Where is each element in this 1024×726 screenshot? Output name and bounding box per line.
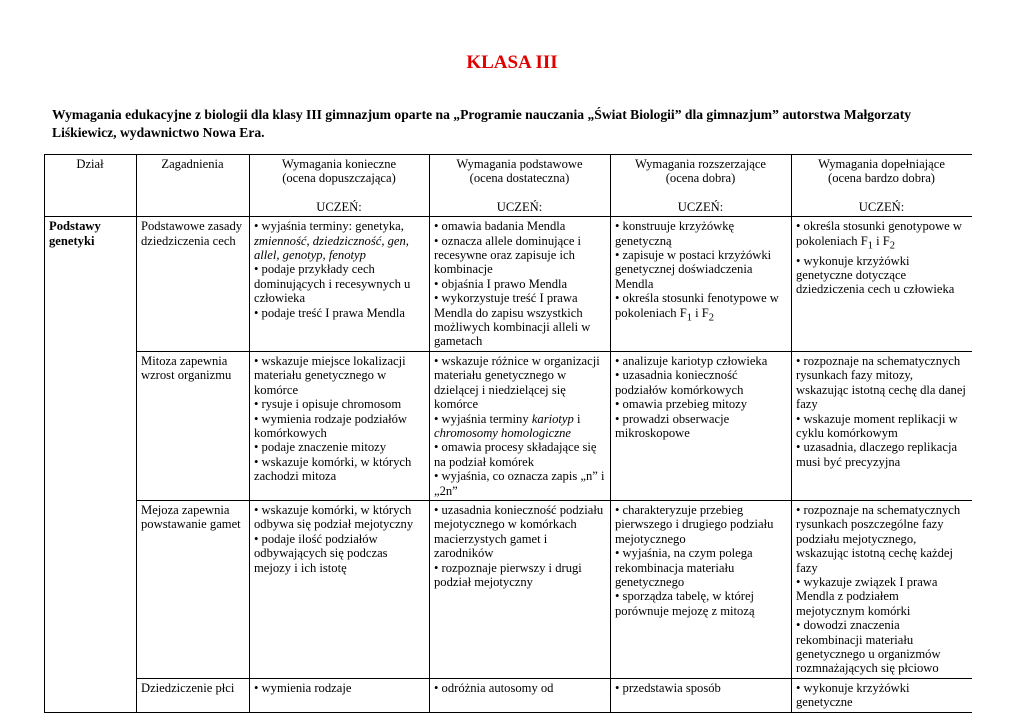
rozszerzajace-cell: • charakteryzuje przebieg pierwszego i drugiego podziału mejotycznego • wyjaśnia, na czym polega rekombinacja materiału genetycznego • sporządza tabelę, w której porównuje mejozę z mitozą — [611, 500, 792, 678]
page-title: KLASA III — [466, 52, 558, 73]
topic-cell: Mejoza zapewnia powstawanie gamet — [137, 500, 250, 678]
konieczne-cell: • wskazuje miejsce lokalizacji materiału genetycznego w komórce • rysuje i opisuje chromosom • wymienia rodzaje podziałów komórkowych • podaje znaczenie mitozy • wskazuje komórki, w których zachodzi mitoza — [250, 351, 430, 500]
konieczne-cell: • wymienia rodzaje — [250, 678, 430, 712]
header-podstawowe: Wymagania podstawowe (ocena dostateczna) UCZEŃ: — [430, 155, 611, 217]
table-header-row — [45, 155, 973, 217]
konieczne-cell: • wskazuje komórki, w których odbywa się podział mejotyczny • podaje ilość podziałów odbywających się podczas mejozy i ich istotę — [250, 500, 430, 678]
rozszerzajace-cell: • analizuje kariotyp człowieka • uzasadnia konieczność podziałów komórkowych • omawia przebieg mitozy • prowadzi obserwacje mikroskopowe — [611, 351, 792, 500]
dopelniajace-cell: • określa stosunki genotypowe w pokoleniach $F_1$ i $F_2$ • wykonuje krzyżówki genetyczne dotyczące dziedziczenia cech u człowieka — [792, 217, 973, 352]
podstawowe-cell: • wskazuje różnice w organizacji materiału genetycznego w dzielącej i niedzielącej się komórce • wyjaśnia terminy kariotyp i chromosomy homologiczne • omawia procesy składające się na podział komórek • wyjaśnia, co oznacza zapis „n” i „2n” — [430, 351, 611, 500]
dopelniajace-cell: • wykonuje krzyżówki genetyczne — [792, 678, 973, 712]
podstawowe-cell: • odróżnia autosomy od — [430, 678, 611, 712]
requirements-table — [44, 154, 972, 713]
table-row — [45, 500, 973, 678]
topic-cell: Dziedziczenie płci — [137, 678, 250, 712]
podstawowe-cell: • uzasadnia konieczność podziału mejotycznego w komórkach macierzystych gamet i zarodników • rozpoznaje pierwszy i drugi podział mejotyczny — [430, 500, 611, 678]
header-dopelniajace: Wymagania dopełniające (ocena bardzo dobra) UCZEŃ: — [792, 155, 973, 217]
header-konieczne: Wymagania konieczne (ocena dopuszczająca) UCZEŃ: — [250, 155, 430, 217]
header-zagadnienia: Zagadnienia — [137, 155, 250, 217]
requirements-table-wrapper — [44, 154, 972, 726]
uczen-label: UCZEŃ: — [316, 199, 362, 214]
intro-paragraph: Wymagania edukacyjne z biologii dla klasy III gimnazjum oparte na „Programie nauczania „Świat Biologii” dla gimnazjum” autorstwa Małgorzaty Liśkiewicz, wydawnictwo Nowa Era. — [52, 107, 912, 140]
rozszerzajace-cell: • przedstawia sposób — [611, 678, 792, 712]
header-rozszerzajace: Wymagania rozszerzające (ocena dobra) UCZEŃ: — [611, 155, 792, 217]
uczen-label: UCZEŃ: — [858, 199, 905, 214]
uczen-label: UCZEŃ: — [496, 199, 543, 214]
rozszerzajace-cell: • konstruuje krzyżówkę genetyczną • zapisuje w postaci krzyżówki genetycznej doświadczenia Mendla • określa stosunki fenotypowe w pokoleniach $F_1$ i $F_2$ — [611, 217, 792, 352]
dopelniajace-cell: • rozpoznaje na schematycznych rysunkach fazy mitozy, wskazując istotną cechę dla danej fazy • wskazuje moment replikacji w cyklu komórkowym • uzasadnia, dlaczego replikacja musi być precyzyjna — [792, 351, 973, 500]
section-cell: Podstawy genetyki — [45, 217, 137, 712]
dopelniajace-cell: • rozpoznaje na schematycznych rysunkach poszczególne fazy podziału mejotycznego, wskazując istotną cechę każdej fazy • wykazuje związek I prawa Mendla z podziałem mejotycznym komórki • dowodzi znaczenia rekombinacji materiału genetycznego u organizmów rozmnażających się płciowo — [792, 500, 973, 678]
header-dzial: Dział — [45, 155, 137, 217]
topic-cell: Podstawowe zasady dziedziczenia cech — [137, 217, 250, 352]
podstawowe-cell: • omawia badania Mendla • oznacza allele dominujące i recesywne oraz zapisuje ich kombinacje • objaśnia I prawo Mendla • wykorzystuje treść I prawa Mendla do zapisu wszystkich możliwych kombinacji alleli w gametach — [430, 217, 611, 352]
topic-cell: Mitoza zapewnia wzrost organizmu — [137, 351, 250, 500]
uczen-label: UCZEŃ: — [677, 199, 724, 214]
table-row — [45, 678, 973, 712]
konieczne-cell: • wyjaśnia terminy: genetyka, zmienność, dziedziczność, gen, allel, genotyp, fenotyp • podaje przykłady cech dominujących i recesywnych u człowieka • podaje treść I prawa Mendla — [250, 217, 430, 352]
table-row — [45, 217, 973, 352]
table-row — [45, 351, 973, 500]
